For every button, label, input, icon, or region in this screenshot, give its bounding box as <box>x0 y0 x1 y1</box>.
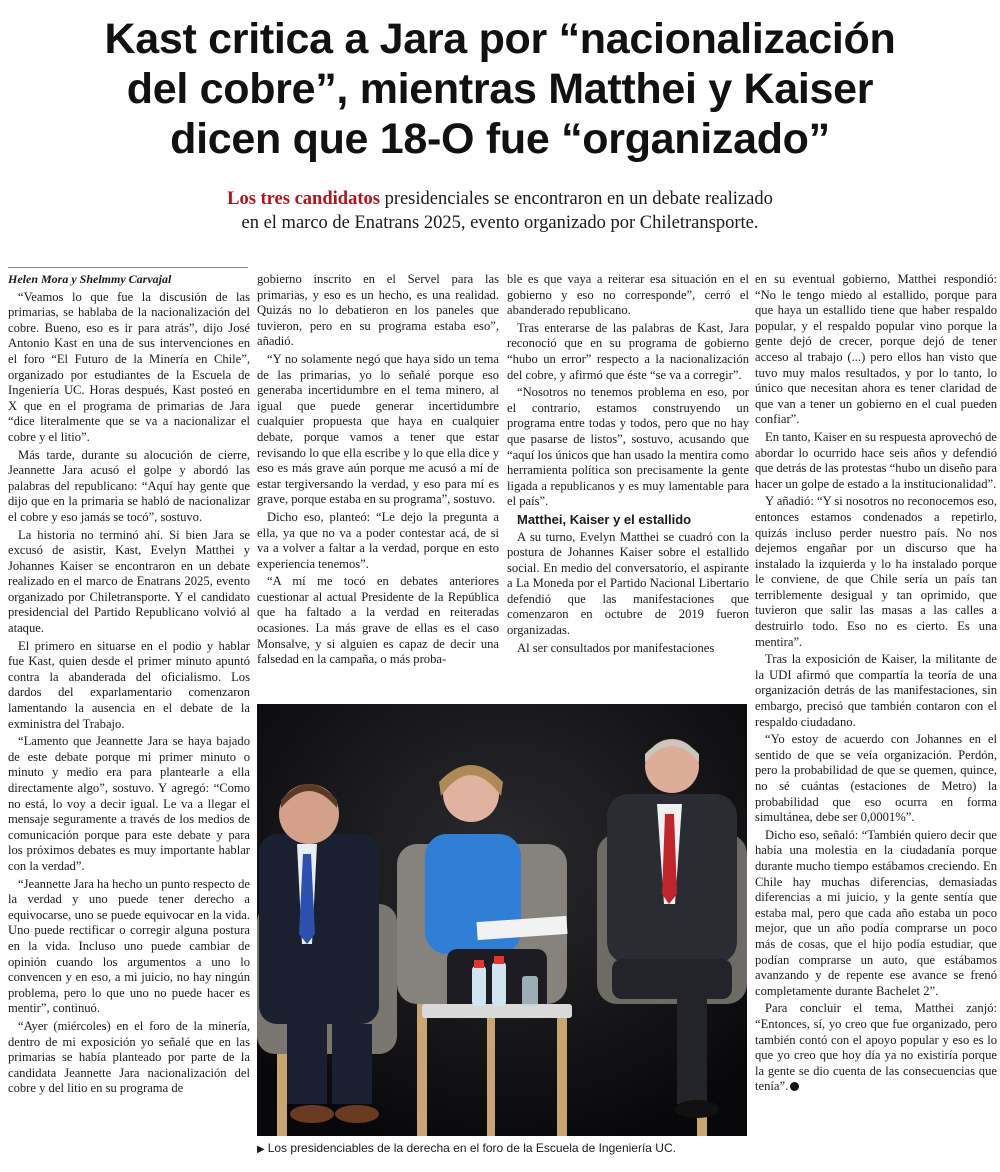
debate-photo-illustration <box>257 704 747 1136</box>
byline-rule <box>8 267 248 268</box>
paragraph: Más tarde, durante su alocución de cierre, Jeannette Jara acusó el golpe y abordó las palabras del republicano: “Aquí hay gente que dijo que en la primaria se habló de nacionalizar el cobre y eso jamás se tocó”, sostuvo. <box>8 447 250 524</box>
paragraph: “Y no solamente negó que haya sido un tema de las primarias, yo lo señalé porque eso generaba incertidumbre en el tema minero, al igual que puede generar incertidumbre cualquier propuesta que haya en cualquier debate, porque vamos a tener que estar revisando lo que ella escribe y lo que ella dice y eso es más grave aún porque me acusó a mí de estar tergiversando la verdad, y eso para mí es grave, porque estaba en su programa”, sostuvo. <box>257 351 499 507</box>
paragraph: “Yo estoy de acuerdo con Johannes en el sentido de que se veía organización. Perdón, pero la probabilidad de que se quemen, quince, no sé cuántas (estaciones de Metro) la probabilidad que eso ocurra en forma simultánea, debe ser 0,0001%”. <box>755 732 997 825</box>
column-1 <box>8 272 250 1162</box>
column-2 <box>257 272 499 692</box>
paragraph: en su eventual gobierno, Matthei respondió: “No le tengo miedo al estallido, porque para que haya un estallido tiene que haber respaldo popular, y el respaldo popular vino porque la gente dejó de crecer, porque dejó de tener acceso al trabajo (...) pero ellos han visto que tuvo muy malos resultados, y por lo tanto, lo único que necesitan ahora es tener claridad de que van a tener un gobierno en el cual pueden confiar”. <box>755 272 997 427</box>
headline-line-1: Kast critica a Jara por “nacionalización <box>104 15 896 63</box>
final-paragraph <box>755 1001 997 1095</box>
paragraph: La historia no terminó ahí. Si bien Jara se excusó de asistir, Kast, Evelyn Matthei y Johannes Kaiser se encontraron en un debate realizado en el marco de Enatrans 2025, evento organizado por Chiletransporte. Y el candidato presidencial del Partido Republicano volvió al ataque. <box>8 527 250 636</box>
paragraph: Tras la exposición de Kaiser, la militante de la UDI afirmó que compartía la teoría de una organización detrás de las manifestaciones, sin embargo, precisó que también contaron con el respaldo ciudadano. <box>755 652 997 729</box>
paragraph: “A mí me tocó en debates anteriores cuestionar al actual Presidente de la República que ha faltado a la verdad en reiteradas ocasiones. La más grave de ellas es el caso Monsalve, y si alguien es capaz de decir una falsedad en la campaña, o más proba- <box>257 574 499 667</box>
deck-line-2: en el marco de Enatrans 2025, evento organizado por Chiletransporte. <box>241 213 759 233</box>
photo-caption <box>257 1140 747 1158</box>
byline: Helen Mora y Shelmmy Carvajal <box>8 272 172 286</box>
headline <box>20 14 980 164</box>
paragraph: “Jeannette Jara ha hecho un punto respecto de la verdad y uno puede tener derecho a equivocarse, uno se puede equivocar en la vida. Uno puede rectificar o corregir alguna postura en la vida. Incluso uno puede cambiar de opinión cuando los argumentos a uno lo convencen y en eso, a mi juicio, no hay ningún problema, pero lo que uno no puede hacer es mentir”, continuó. <box>8 876 250 1016</box>
paragraph-text: Para concluir el tema, Matthei zanjó: “Entonces, sí, yo creo que fue organizado, pero también contó con el apoyo popular y eso es lo que yo creo que hoy día ya no existiría porque la gente se dio cuenta de las consecuencias que tenía”. <box>755 1001 997 1094</box>
section-subhead: Matthei, Kaiser y el estallido <box>517 511 692 527</box>
headline-line-3: dicen que 18-O fue “organizado” <box>170 115 830 163</box>
end-mark-icon <box>790 1082 799 1091</box>
paragraph: Tras enterarse de las palabras de Kast, Jara reconoció que en su programa de gobierno “hubo un error” respecto a la nacionalización del cobre, y afirmó que éste “se va a corregir”. <box>507 320 749 382</box>
column-4 <box>755 272 997 1162</box>
paragraph: ble es que vaya a reiterar esa situación en el gobierno y eso no corresponde”, cerró el abanderado republicano. <box>507 272 749 318</box>
caption-triangle-icon: ▶ <box>257 1144 265 1155</box>
debate-photo <box>257 704 747 1136</box>
paragraph: gobierno inscrito en el Servel para las primarias, y eso es un hecho, es una realidad. Quizás no lo debatieron en los paneles que tuvieron, pero en su programa estaba eso”, añadió. <box>257 272 499 349</box>
paragraph: En tanto, Kaiser en su respuesta aprovechó de abordar lo ocurrido hace seis años y defendió que detrás de las protestas “hubo un diseño para hacer un golpe de estado a la institucionalidad”. <box>755 429 997 491</box>
caption-text: Los presidenciables de la derecha en el foro de la Escuela de Ingeniería UC. <box>267 1141 676 1155</box>
deck-lead: Los tres candidatos <box>227 189 380 209</box>
paragraph: Y añadió: “Y si nosotros no reconocemos eso, entonces estamos condenados a repetirlo, quizás incluso perder nuestro país. No nos dejemos engañar por un discurso que ha instalado la izquierda y lo ha instalado porque le conviene, de que Chile sería un país tan terriblemente desigual y tan oprimido, que tuvieron que salir las masas a las calles a destruirlo todo. Eso no es cierto. Es una mentira”. <box>755 494 997 649</box>
paragraph: “Nosotros no tenemos problema en eso, por el contrario, estamos construyendo un programa entre todas y todos, pero que no hay que pasarse de listos”, sostuvo, acusando que “aquí los únicos que han usado la mentira como herramienta política son precisamente la gente ligada a republicanos y es muy lamentable para el país”. <box>507 385 749 509</box>
paragraph: Al ser consultados por manifestaciones <box>517 640 715 655</box>
paragraph: Dicho eso, señaló: “También quiero decir que había una molestia en la ciudadanía porque durante mucho tiempo estábamos creciendo. En Chile hay muchas diferencias, demasiadas diferencias a mi juicio, y la gente sentía que estaba mal, pero que cada año estaba un poco mejor, que un año podía comprarse un poco más de cosas, que el hijo podía estudiar, que podían comprarse un auto, que estábamos avanzando y de repente ese avance se frenó completamente durante Bachelet 2”. <box>755 827 997 998</box>
deck-rest-line-1: presidenciales se encontraron en un debate realizado <box>379 189 773 209</box>
headline-line-2: del cobre”, mientras Matthei y Kaiser <box>126 65 874 113</box>
column-3 <box>507 272 749 692</box>
paragraph: El primero en situarse en el podio y hablar fue Kast, quien desde el primer minuto apuntó contra la abanderada del oficialismo. Los dardos del exparlamentario comenzaron lamentando la ausencia en el debate de la exministra del Trabajo. <box>8 638 250 731</box>
paragraph: Dicho eso, planteó: “Le dejo la pregunta a ella, ya que no va a poder contestar acá, de si va a volver a faltar a la verdad, porque en esto experiencia tenemos”. <box>257 509 499 571</box>
paragraph: “Lamento que Jeannette Jara se haya bajado de este debate porque mi primer minuto o minuto y medio era para plantearle a ella directamente algo”, sostuvo. Y agregó: “Como no está, lo voy a decir igual. Le va a llegar el mensaje seguramente a través de los medios de comunicación porque para este debate y para los próximos debates es muy importante hablar con la verdad”. <box>8 734 250 873</box>
deck <box>100 187 900 235</box>
paragraph: “Veamos lo que fue la discusión de las primarias, se hablaba de la nacionalización del cobre. Bueno, eso es ir para atrás”, dijo José Antonio Kast en una de sus intervenciones en el foro “El Futuro de la Minería en Chile”, organizado por estudiantes de la Escuela de Ingeniería UC. Horas después, Kast posteó en X que en el programa de primarias de Jara “dice literalmente que se va a nacionalizar el cobre y el litio”. <box>8 289 250 444</box>
paragraph: “Ayer (miércoles) en el foro de la minería, dentro de mi exposición yo señalé que en las primarias se había planteado por parte de la candidata Jeannette Jara nacionalización del cobre y del litio en su programa de <box>8 1018 250 1096</box>
paragraph: A su turno, Evelyn Matthei se cuadró con la postura de Johannes Kaiser sobre el estallido social. En medio del conversatorio, el aspirante a La Moneda por el Partido Nacional Libertario defendió que las manifestaciones que comenzaron en octubre de 2019 fueron organizadas. <box>507 529 749 638</box>
